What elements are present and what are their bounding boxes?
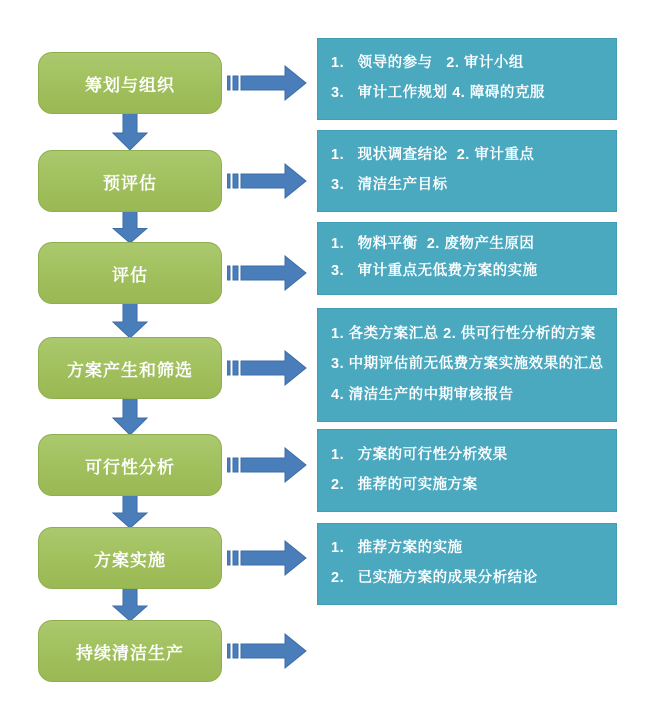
down-arrow-icon: [112, 588, 148, 622]
striped-right-arrow-icon: [227, 350, 307, 386]
detail-line: 3. 清洁生产目标: [331, 177, 448, 194]
detail-line: 3. 中期评估前无低费方案实施效果的汇总: [331, 356, 604, 373]
step-box-assessment: [38, 242, 222, 304]
detail-box-pre-assessment: [317, 130, 617, 212]
step-box-continuous-cleaner-production: [38, 620, 222, 682]
detail-box-assessment: [317, 222, 617, 295]
down-arrow-icon: [112, 113, 148, 151]
step-label: 预评估: [103, 173, 157, 193]
detail-box-option-implementation: [317, 523, 617, 605]
detail-line: 1. 领导的参与 2. 审计小组: [331, 55, 524, 72]
step-box-planning-organization: [38, 52, 222, 114]
down-arrow-icon: [112, 211, 148, 244]
step-box-option-implementation: [38, 527, 222, 589]
step-label: 方案实施: [94, 550, 166, 570]
detail-box-option-generation-screening: [317, 308, 617, 422]
striped-right-arrow-icon: [227, 163, 307, 199]
detail-line: 2. 推荐的可实施方案: [331, 476, 478, 493]
step-box-option-generation-screening: [38, 337, 222, 399]
step-box-feasibility-analysis: [38, 434, 222, 496]
detail-line: 1. 现状调查结论 2. 审计重点: [331, 147, 535, 164]
striped-right-arrow-icon: [227, 447, 307, 483]
detail-line: 1. 方案的可行性分析效果: [331, 446, 508, 463]
step-label: 可行性分析: [85, 457, 175, 477]
detail-line: 3. 审计重点无低费方案的实施: [331, 263, 538, 280]
detail-line: 1. 各类方案汇总 2. 供可行性分析的方案: [331, 325, 596, 342]
detail-line: 1. 推荐方案的实施: [331, 540, 463, 557]
step-label: 评估: [112, 265, 148, 285]
down-arrow-icon: [112, 303, 148, 339]
striped-right-arrow-icon: [227, 540, 307, 576]
detail-box-planning-organization: [317, 38, 617, 120]
down-arrow-icon: [112, 398, 148, 436]
down-arrow-icon: [112, 495, 148, 529]
detail-line: 2. 已实施方案的成果分析结论: [331, 570, 538, 587]
detail-line: 4. 清洁生产的中期审核报告: [331, 386, 514, 403]
detail-line: 1. 物料平衡 2. 废物产生原因: [331, 236, 535, 253]
step-label: 筹划与组织: [85, 75, 175, 95]
striped-right-arrow-icon: [227, 255, 307, 291]
step-label: 方案产生和筛选: [67, 360, 193, 380]
step-box-pre-assessment: [38, 150, 222, 212]
striped-right-arrow-icon: [227, 633, 307, 669]
step-label: 持续清洁生产: [76, 643, 184, 663]
detail-box-feasibility-analysis: [317, 429, 617, 512]
detail-line: 3. 审计工作规划 4. 障碍的克服: [331, 85, 545, 102]
striped-right-arrow-icon: [227, 65, 307, 101]
